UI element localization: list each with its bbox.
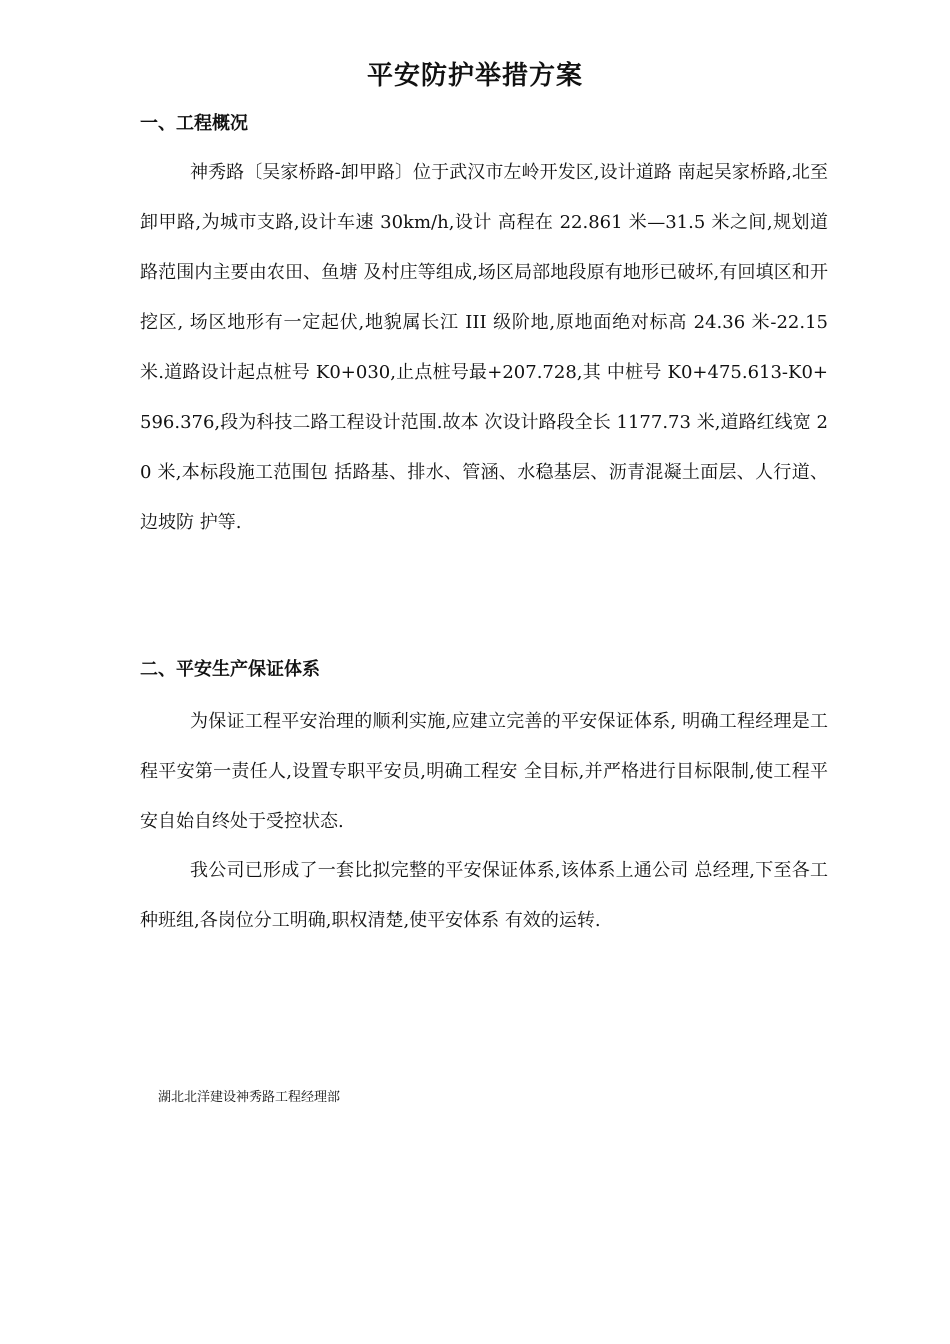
document-title: 平安防护举措方案 xyxy=(366,61,583,91)
section-heading-project-overview: 一、工程概况 xyxy=(140,113,248,134)
footer-organization: 湖北北洋建设神秀路工程经理部 xyxy=(158,1090,341,1105)
paragraph-project-overview: 神秀路〔吴家桥路-卸甲路〕位于武汉市左岭开发区,设计道路 南起吴家桥路,北至卸甲路,为城市支路,设计车速 30km/h,设计 高程在 22.861 米—31.5 米之间,规划道路范围内主要由农田、鱼塘 及村庄等组成,场区局部地段原有地形已破坏,有回填区和开挖区, 场区地形有一定起伏,地貌属长江 III 级阶地,原地面绝对标高 24.36 米-22.15 米.道路设计起点桩号 K0+030,止点桩号最+207.728,其 中桩号 K0+475.613-K0+596.376,段为科技二路工程设计范围.故本 次设计路段全长 1177.73 米,道路红线宽 20 米,本标段施工范围包 括路基、排水、管涵、水稳基层、沥青混凝土面层、人行道、边坡防 护等. xyxy=(140,162,828,533)
section-heading-safety-system: 二、平安生产保证体系 xyxy=(140,659,320,680)
paragraph-safety-system-1: 为保证工程平安治理的顺利实施,应建立完善的平安保证体系, 明确工程经理是工程平安第一责任人,设置专职平安员,明确工程安 全目标,并严格进行目标限制,使工程平安自始自终处于受控状态. xyxy=(140,711,828,832)
paragraph-safety-system-2: 我公司已形成了一套比拟完整的平安保证体系,该体系上通公司 总经理,下至各工种班组,各岗位分工明确,职权清楚,使平安体系 有效的运转. xyxy=(140,860,828,931)
